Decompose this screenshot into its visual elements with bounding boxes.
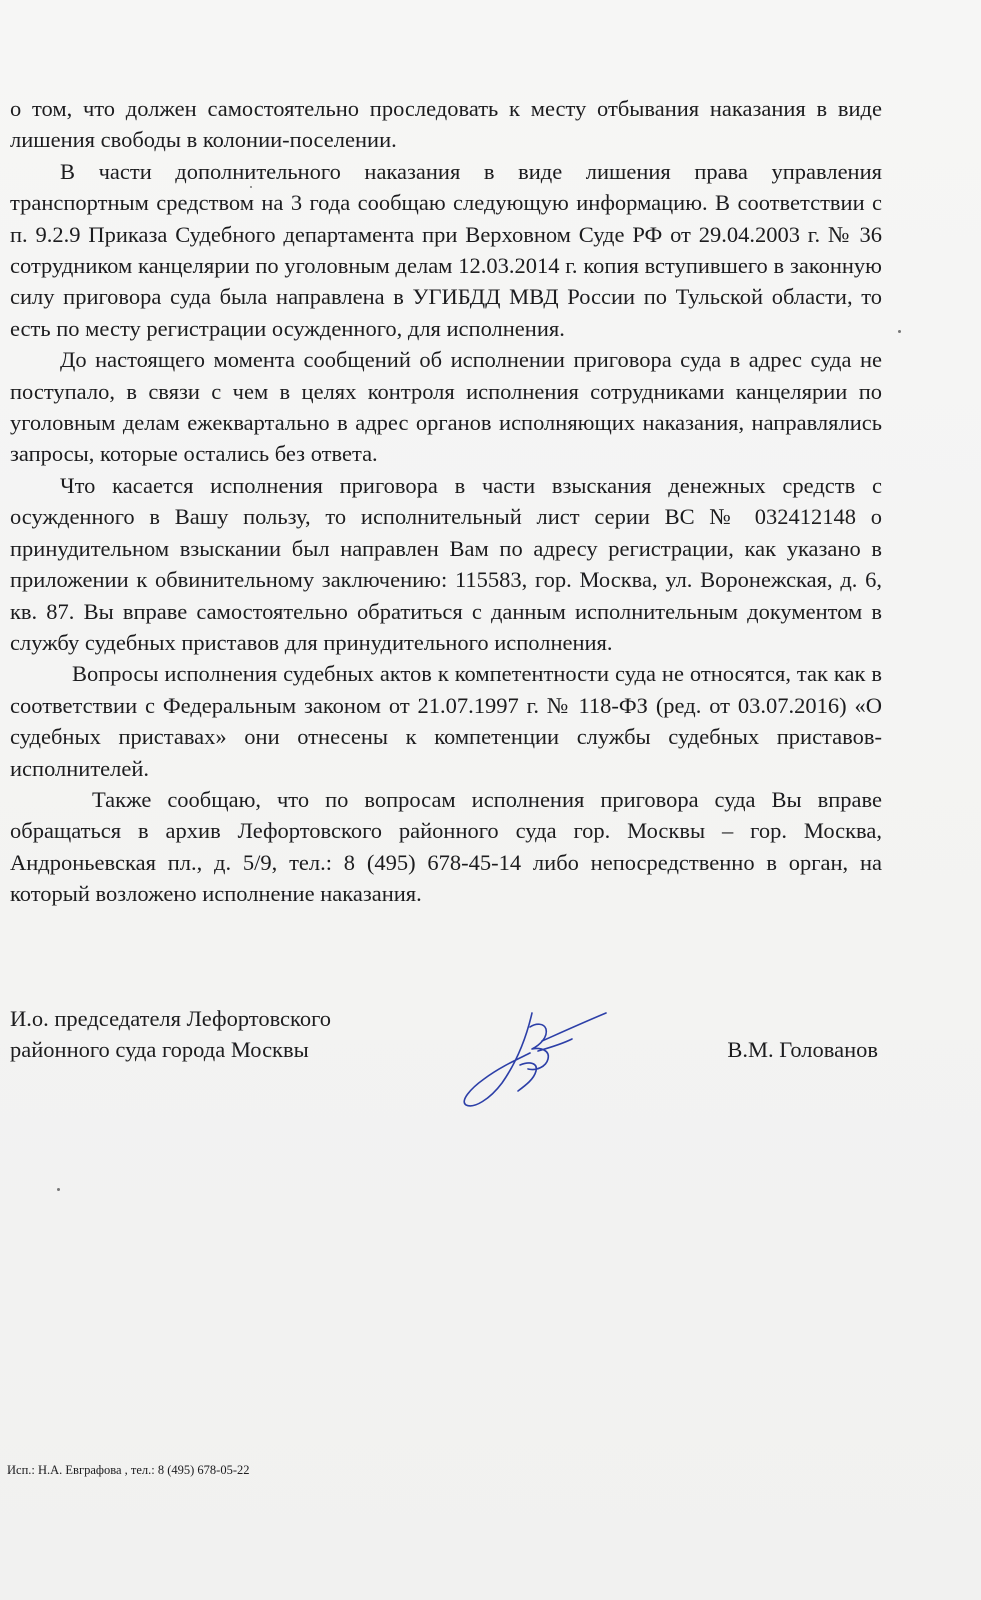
- scan-speck: [898, 330, 901, 333]
- signatory-title-line-1: И.о. председателя Лефортовского: [10, 1006, 331, 1031]
- signatory-name: В.М. Голованов: [727, 1037, 878, 1062]
- paragraph-5: Вопросы исполнения судебных актов к компетентности суда не относятся, так как в соответствии с Федеральным законом от 21.07.1997 г. № 118-ФЗ (ред. от 03.07.2016) «О судебных приставах» они отнесены к компетенции службы судебных приставов-исполнителей.: [10, 661, 882, 781]
- signatory-title: [10, 1003, 331, 1065]
- paragraph-2: В части дополнительного наказания в виде лишения права управления транспортным средством на 3 года сообщаю следующую информацию. В соответствии с п. 9.2.9 Приказа Судебного департамента при Верховном Суде РФ от 29.04.2003 г. № 36 сотрудником канцелярии по уголовным делам 12.03.2014 г. копия вступившего в законную силу приговора суда была направлена в УГИБДД МВД России по Тульской области, то есть по месту регистрации осужденного, для исполнения.: [10, 158, 882, 341]
- paragraph-1: о том, что должен самостоятельно проследовать к месту отбывания наказания в виде лишения свободы в колонии-поселении.: [10, 96, 882, 153]
- handwritten-signature: [460, 1005, 620, 1115]
- paragraph-3: До настоящего момента сообщений об исполнении приговора суда в адрес суда не поступало, в связи с чем в целях контроля исполнения сотрудниками канцелярии по уголовным делам ежеквартально в адрес органов исполняющих наказания, направлялись запросы, которые остались без ответа.: [10, 347, 882, 467]
- paragraph-6: Также сообщаю, что по вопросам исполнения приговора суда Вы вправе обращаться в архив Лефортовского районного суда гор. Москвы – гор. Москва, Андроньевская пл., д. 5/9, тел.: 8 (495) 678-45-14 либо непосредственно в орган, на который возложено исполнение наказания.: [10, 786, 882, 907]
- scan-speck: [250, 186, 252, 188]
- scan-speck: [57, 1188, 60, 1191]
- executor-note: Исп.: Н.А. Евграфова , тел.: 8 (495) 678-05-22: [7, 1463, 250, 1477]
- letter-body: [10, 93, 882, 910]
- signatory-title-line-2: районного суда города Москвы: [10, 1037, 309, 1062]
- paragraph-4: Что касается исполнения приговора в части взыскания денежных средств с осужденного в Вашу пользу, то исполнительный лист серии ВС № 032412148 о принудительном взыскании был направлен Вам по адресу регистрации, как указано в приложении к обвинительному заключению: 115583, гор. Москва, ул. Воронежская, д. 6, кв. 87. Вы вправе самостоятельно обратиться с данным исполнительным документом в службу судебных приставов для принудительного исполнения.: [10, 472, 882, 655]
